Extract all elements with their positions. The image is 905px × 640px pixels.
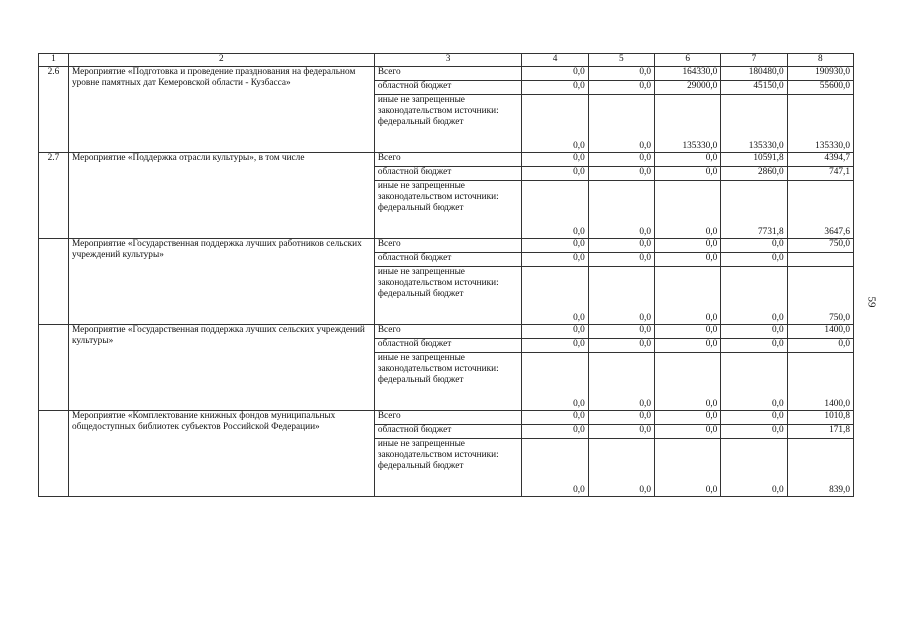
measure-title: Мероприятие «Поддержка отрасли культуры», в том числе	[68, 153, 374, 239]
funding-source: областной бюджет	[374, 167, 522, 181]
value-cell: 0,0	[522, 181, 588, 239]
funding-source: иные не запрещенные законодательством источники: федеральный бюджет	[374, 181, 522, 239]
value-cell: 0,0	[655, 439, 721, 497]
value-cell: 0,0	[522, 353, 588, 411]
value-cell: 7731,8	[721, 181, 787, 239]
measure-title: Мероприятие «Государственная поддержка лучших работников сельских учреждений культуры»	[68, 239, 374, 325]
header-cell: 6	[655, 54, 721, 67]
value-cell: 0,0	[588, 253, 654, 267]
value-cell: 0,0	[655, 167, 721, 181]
funding-source: областной бюджет	[374, 339, 522, 353]
value-cell: 0,0	[588, 325, 654, 339]
value-cell: 0,0	[522, 411, 588, 425]
value-cell: 0,0	[522, 153, 588, 167]
funding-source: Всего	[374, 239, 522, 253]
value-cell: 0,0	[721, 253, 787, 267]
value-cell: 0,0	[522, 439, 588, 497]
value-cell: 0,0	[655, 181, 721, 239]
funding-source: Всего	[374, 153, 522, 167]
value-cell: 0,0	[721, 353, 787, 411]
item-number	[39, 411, 69, 497]
header-cell: 5	[588, 54, 654, 67]
measure-title: Мероприятие «Подготовка и проведение празднования на федеральном уровне памятных дат Кемеровской области - Кузбасса»	[68, 67, 374, 153]
header-cell: 3	[374, 54, 522, 67]
item-number: 2.6	[39, 67, 69, 153]
value-cell: 0,0	[721, 425, 787, 439]
measure-title: Мероприятие «Комплектование книжных фондов муниципальных общедоступных библиотек субъектов Российской Федерации»	[68, 411, 374, 497]
value-cell: 0,0	[721, 267, 787, 325]
value-cell: 0,0	[655, 325, 721, 339]
value-cell: 4394,7	[787, 153, 853, 167]
value-cell: 0,0	[522, 325, 588, 339]
value-cell: 0,0	[655, 153, 721, 167]
value-cell: 0,0	[522, 67, 588, 81]
value-cell: 0,0	[721, 411, 787, 425]
funding-source: иные не запрещенные законодательством источники: федеральный бюджет	[374, 95, 522, 153]
value-cell: 0,0	[655, 339, 721, 353]
header-cell: 8	[787, 54, 853, 67]
value-cell: 55600,0	[787, 81, 853, 95]
funding-source: областной бюджет	[374, 425, 522, 439]
value-cell: 0,0	[721, 439, 787, 497]
value-cell: 750,0	[787, 239, 853, 253]
item-number: 2.7	[39, 153, 69, 239]
value-cell: 0,0	[588, 239, 654, 253]
value-cell: 10591,8	[721, 153, 787, 167]
value-cell: 2860,0	[721, 167, 787, 181]
value-cell: 0,0	[588, 167, 654, 181]
page-number: 59	[865, 296, 878, 308]
value-cell: 0,0	[588, 339, 654, 353]
value-cell: 0,0	[522, 81, 588, 95]
item-number	[39, 325, 69, 411]
measure-title: Мероприятие «Государственная поддержка лучших сельских учреждений культуры»	[68, 325, 374, 411]
budget-table	[38, 53, 854, 497]
value-cell: 0,0	[588, 411, 654, 425]
value-cell: 0,0	[588, 353, 654, 411]
value-cell: 0,0	[655, 425, 721, 439]
value-cell: 0,0	[721, 339, 787, 353]
value-cell: 0,0	[787, 339, 853, 353]
table-row	[39, 239, 854, 253]
value-cell: 1400,0	[787, 353, 853, 411]
header-cell: 7	[721, 54, 787, 67]
item-number	[39, 239, 69, 325]
value-cell: 0,0	[588, 67, 654, 81]
value-cell: 0,0	[588, 181, 654, 239]
header-row	[39, 54, 854, 67]
value-cell: 0,0	[588, 425, 654, 439]
value-cell	[787, 253, 853, 267]
value-cell: 0,0	[588, 153, 654, 167]
value-cell: 0,0	[655, 239, 721, 253]
value-cell: 180480,0	[721, 67, 787, 81]
funding-source: Всего	[374, 325, 522, 339]
funding-source: Всего	[374, 67, 522, 81]
table-row	[39, 67, 854, 81]
header-cell: 1	[39, 54, 69, 67]
funding-source: областной бюджет	[374, 253, 522, 267]
value-cell: 0,0	[522, 267, 588, 325]
value-cell: 0,0	[522, 425, 588, 439]
value-cell: 0,0	[522, 167, 588, 181]
value-cell: 29000,0	[655, 81, 721, 95]
value-cell: 0,0	[721, 325, 787, 339]
value-cell: 0,0	[655, 253, 721, 267]
value-cell: 839,0	[787, 439, 853, 497]
value-cell: 0,0	[588, 267, 654, 325]
value-cell: 0,0	[588, 81, 654, 95]
value-cell: 135330,0	[655, 95, 721, 153]
funding-source: иные не запрещенные законодательством источники: федеральный бюджет	[374, 439, 522, 497]
value-cell: 0,0	[588, 95, 654, 153]
funding-source: областной бюджет	[374, 81, 522, 95]
value-cell: 0,0	[655, 353, 721, 411]
budget-table-body	[39, 54, 854, 497]
value-cell: 135330,0	[721, 95, 787, 153]
value-cell: 0,0	[655, 411, 721, 425]
value-cell: 3647,6	[787, 181, 853, 239]
table-row	[39, 325, 854, 339]
value-cell: 1400,0	[787, 325, 853, 339]
value-cell: 750,0	[787, 267, 853, 325]
value-cell: 135330,0	[787, 95, 853, 153]
funding-source: Всего	[374, 411, 522, 425]
table-row	[39, 411, 854, 425]
value-cell: 0,0	[522, 253, 588, 267]
value-cell: 0,0	[588, 439, 654, 497]
header-cell: 2	[68, 54, 374, 67]
value-cell: 1010,8	[787, 411, 853, 425]
value-cell: 0,0	[522, 95, 588, 153]
value-cell: 0,0	[655, 267, 721, 325]
value-cell: 747,1	[787, 167, 853, 181]
table-row	[39, 153, 854, 167]
header-cell: 4	[522, 54, 588, 67]
value-cell: 45150,0	[721, 81, 787, 95]
value-cell: 0,0	[522, 339, 588, 353]
funding-source: иные не запрещенные законодательством источники: федеральный бюджет	[374, 267, 522, 325]
value-cell: 0,0	[721, 239, 787, 253]
value-cell: 164330,0	[655, 67, 721, 81]
value-cell: 0,0	[522, 239, 588, 253]
value-cell: 190930,0	[787, 67, 853, 81]
funding-source: иные не запрещенные законодательством источники: федеральный бюджет	[374, 353, 522, 411]
value-cell: 171,8	[787, 425, 853, 439]
